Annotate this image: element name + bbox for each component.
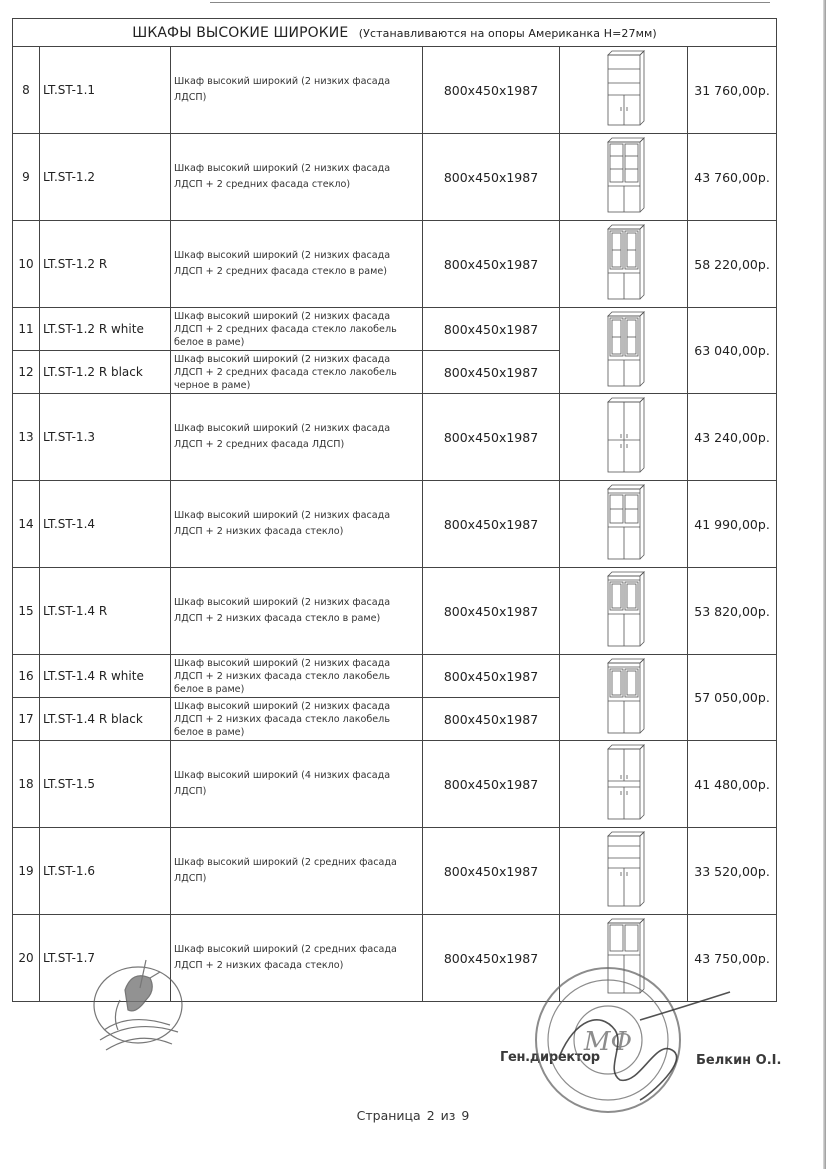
row-number: 13 — [13, 394, 40, 481]
row-description: Шкаф высокий широкий (2 низких фасада ЛДСП + 2 средних фасада стекло) — [171, 134, 423, 221]
row-price: 33 520,00р. — [688, 828, 777, 915]
row-description: Шкаф высокий широкий (4 низких фасада ЛДСП) — [171, 741, 423, 828]
row-size: 800x450x1987 — [423, 698, 560, 741]
table-row — [13, 47, 777, 134]
row-description: Шкаф высокий широкий (2 низких фасада ЛДСП + 2 средних фасада стекло лакобель черное в раме) — [171, 351, 423, 394]
row-code: LT.ST-1.4 — [40, 481, 171, 568]
table-row — [13, 568, 777, 655]
row-size: 800x450x1987 — [423, 828, 560, 915]
row-size: 800x450x1987 — [423, 221, 560, 308]
cabinet-glass-bottom-icon — [602, 917, 646, 995]
row-number: 19 — [13, 828, 40, 915]
cabinet-glass-middle-icon — [602, 483, 646, 561]
title-subtitle: (Устанавливаются на опоры Американка Н=27мм) — [358, 26, 657, 40]
row-image — [560, 221, 688, 308]
row-code: LT.ST-1.1 — [40, 47, 171, 134]
row-price: 53 820,00р. — [688, 568, 777, 655]
row-description: Шкаф высокий широкий (2 низких фасада ЛДСП) — [171, 47, 423, 134]
row-price: 63 040,00р. — [688, 308, 777, 394]
footer-page-label: Страница — [356, 1108, 421, 1123]
row-size: 800x450x1987 — [423, 394, 560, 481]
row-image — [560, 134, 688, 221]
row-price: 58 220,00р. — [688, 221, 777, 308]
row-image — [560, 655, 688, 741]
row-price: 31 760,00р. — [688, 47, 777, 134]
row-code: LT.ST-1.3 — [40, 394, 171, 481]
stamp-center: МФ — [583, 1027, 633, 1057]
table-row — [13, 134, 777, 221]
table-row — [13, 655, 777, 698]
row-price: 41 990,00р. — [688, 481, 777, 568]
table-row — [13, 481, 777, 568]
table-row — [13, 741, 777, 828]
row-description: Шкаф высокий широкий (2 низких фасада ЛДСП + 2 низких фасада стекло лакобель белое в раме) — [171, 655, 423, 698]
row-image — [560, 568, 688, 655]
row-price: 57 050,00р. — [688, 655, 777, 741]
cabinet-open-shelf-middle-icon — [602, 830, 646, 908]
row-size: 800x450x1987 — [423, 351, 560, 394]
table-row — [13, 308, 777, 351]
row-size: 800x450x1987 — [423, 741, 560, 828]
row-code: LT.ST-1.7 — [40, 915, 171, 1002]
row-code: LT.ST-1.4 R — [40, 568, 171, 655]
row-code: LT.ST-1.2 R white — [40, 308, 171, 351]
signature-name: Белкин О.І. — [696, 1053, 782, 1068]
row-description: Шкаф высокий широкий (2 низких фасада ЛДСП + 2 средних фасада стекло лакобель белое в раме) — [171, 308, 423, 351]
table-row — [13, 915, 777, 1002]
row-image — [560, 394, 688, 481]
row-size: 800x450x1987 — [423, 915, 560, 1002]
row-price: 43 240,00р. — [688, 394, 777, 481]
row-number: 18 — [13, 741, 40, 828]
row-description: Шкаф высокий широкий (2 низких фасада ЛДСП + 2 средних фасада стекло в раме) — [171, 221, 423, 308]
row-size: 800x450x1987 — [423, 308, 560, 351]
row-size: 800x450x1987 — [423, 655, 560, 698]
row-image — [560, 828, 688, 915]
row-code: LT.ST-1.2 — [40, 134, 171, 221]
row-size: 800x450x1987 — [423, 481, 560, 568]
table-row — [13, 828, 777, 915]
title-main: ШКАФЫ ВЫСОКИЕ ШИРОКИЕ — [132, 24, 349, 41]
row-code: LT.ST-1.5 — [40, 741, 171, 828]
page-footer — [0, 1108, 826, 1123]
row-description: Шкаф высокий широкий (2 низких фасада ЛДСП + 2 низких фасада стекло) — [171, 481, 423, 568]
row-number: 12 — [13, 351, 40, 394]
row-size: 800x450x1987 — [423, 134, 560, 221]
cabinet-open-top-icon — [602, 49, 646, 127]
table-title — [13, 19, 777, 47]
cabinet-four-doors-icon — [602, 743, 646, 821]
row-price: 43 750,00р. — [688, 915, 777, 1002]
row-number: 20 — [13, 915, 40, 1002]
row-description: Шкаф высокий широкий (2 средних фасада ЛДСП) — [171, 828, 423, 915]
row-code: LT.ST-1.4 R white — [40, 655, 171, 698]
row-image — [560, 481, 688, 568]
row-number: 15 — [13, 568, 40, 655]
row-number: 9 — [13, 134, 40, 221]
row-size: 800x450x1987 — [423, 568, 560, 655]
row-description: Шкаф высокий широкий (2 средних фасада ЛДСП + 2 низких фасада стекло) — [171, 915, 423, 1002]
footer-of-label: из — [440, 1108, 456, 1123]
row-description: Шкаф высокий широкий (2 низких фасада ЛДСП + 2 средних фасада ЛДСП) — [171, 394, 423, 481]
row-price: 43 760,00р. — [688, 134, 777, 221]
cabinet-lacobel-middle-icon — [602, 657, 646, 735]
price-table — [12, 18, 777, 1002]
row-image — [560, 915, 688, 1002]
row-number: 8 — [13, 47, 40, 134]
row-description: Шкаф высокий широкий (2 низких фасада ЛДСП + 2 низких фасада стекло в раме) — [171, 568, 423, 655]
scan-top-line — [210, 2, 770, 3]
row-price: 41 480,00р. — [688, 741, 777, 828]
row-code: LT.ST-1.6 — [40, 828, 171, 915]
row-image — [560, 47, 688, 134]
signature-position: Ген.директор — [500, 1050, 600, 1065]
cabinet-framed-glass-icon — [602, 223, 646, 301]
table-row — [13, 221, 777, 308]
cabinet-solid-doors-icon — [602, 396, 646, 474]
row-code: LT.ST-1.4 R black — [40, 698, 171, 741]
row-number: 10 — [13, 221, 40, 308]
footer-page-number: 2 — [426, 1108, 435, 1123]
row-code: LT.ST-1.2 R black — [40, 351, 171, 394]
signature-scribble-icon — [560, 992, 730, 1100]
cabinet-glass-top-icon — [602, 136, 646, 214]
row-number: 11 — [13, 308, 40, 351]
row-image — [560, 308, 688, 394]
cabinet-framed-middle-icon — [602, 570, 646, 648]
row-number: 16 — [13, 655, 40, 698]
row-size: 800x450x1987 — [423, 47, 560, 134]
row-code: LT.ST-1.2 R — [40, 221, 171, 308]
cabinet-lacobel-glass-icon — [602, 310, 646, 388]
row-description: Шкаф высокий широкий (2 низких фасада ЛДСП + 2 низких фасада стекло лакобель белое в раме) — [171, 698, 423, 741]
row-image — [560, 741, 688, 828]
row-number: 14 — [13, 481, 40, 568]
table-row — [13, 394, 777, 481]
row-number: 17 — [13, 698, 40, 741]
footer-total-pages: 9 — [461, 1108, 470, 1123]
